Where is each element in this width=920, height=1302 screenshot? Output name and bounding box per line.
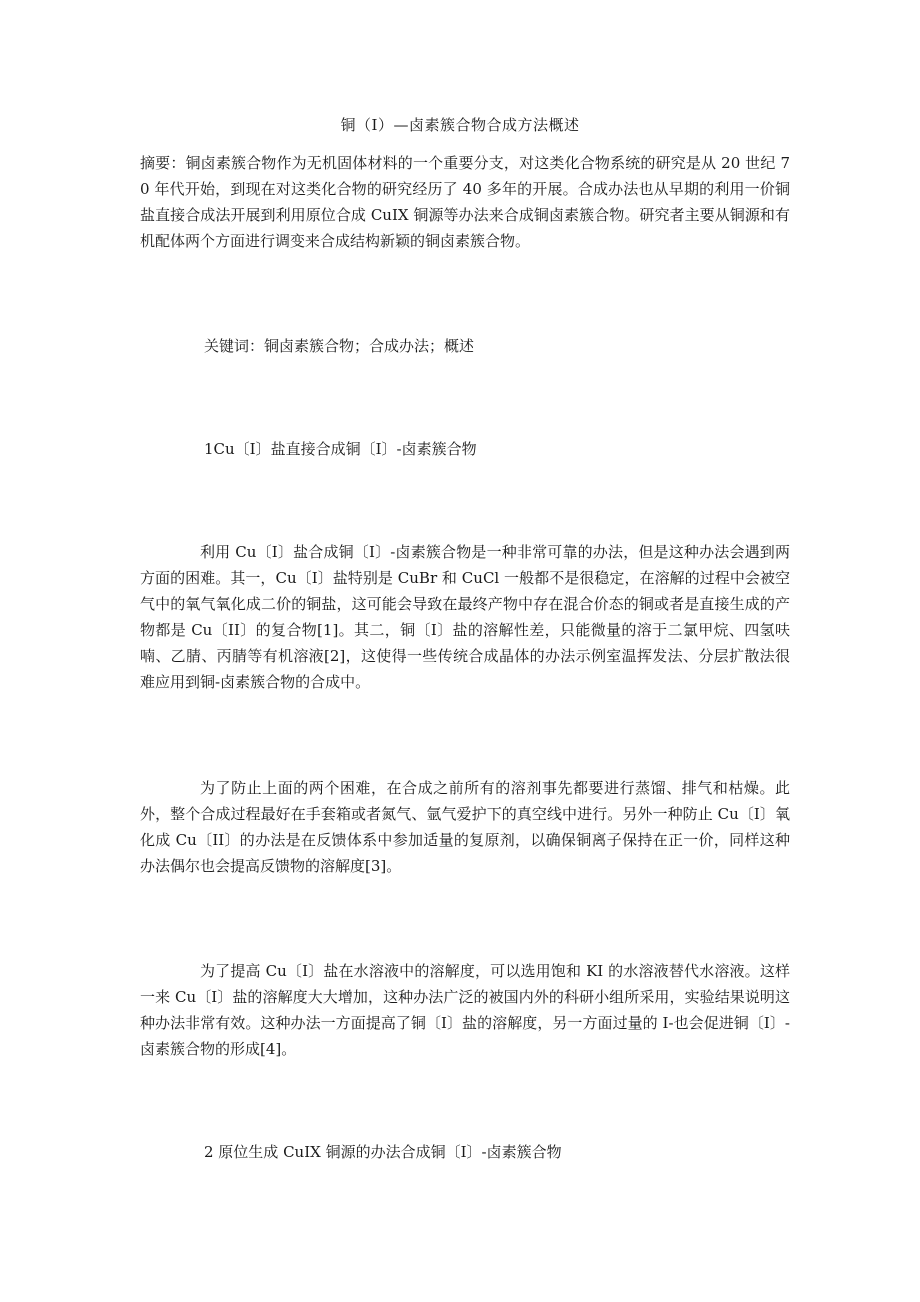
- body-paragraph-2: 为了防止上面的两个困难，在合成之前所有的溶剂事先都要进行蒸馏、排气和枯燥。此外，整个合成过程最好在手套箱或者氮气、氩气爱护下的真空线中进行。另外一种防止 Cu〔I〕氧化成 Cu〔II〕的办法是在反馈体系中参加适量的复原剂，以确保铜离子保持在正一价，同样这种办法偶尔也会提高反馈物的溶解度[3]。: [140, 779, 790, 875]
- body-paragraph-1: 利用 Cu〔I〕盐合成铜〔I〕-卤素簇合物是一种非常可靠的办法，但是这种办法会遇到两方面的困难。其一，Cu〔I〕盐特别是 CuBr 和 CuCl 一般都不是很稳定，在溶解的过程中会被空气中的氧气氧化成二价的铜盐，这可能会导致在最终产物中存在混合价态的铜或者是直接生成的产物都是 Cu〔II〕的复合物[1]。其二，铜〔I〕盐的溶解性差，只能微量的溶于二氯甲烷、四氢呋喃、乙腈、丙腈等有机溶液[2]，这使得一些传统合成晶体的办法示例室温挥发法、分层扩散法很难应用到铜-卤素簇合物的合成中。: [140, 543, 790, 691]
- section-1-heading: 1Cu〔I〕盐直接合成铜〔I〕-卤素簇合物: [204, 440, 477, 458]
- section-2-heading: 2 原位生成 CuIX 铜源的办法合成铜〔I〕-卤素簇合物: [204, 1143, 562, 1161]
- document-title: 铜（I）—卤素簇合物合成方法概述: [340, 116, 580, 134]
- keywords-line: 关键词：铜卤素簇合物；合成办法；概述: [204, 337, 475, 355]
- body-paragraph-3: 为了提高 Cu〔I〕盐在水溶液中的溶解度，可以选用饱和 KI 的水溶液替代水溶液。这样一来 Cu〔I〕盐的溶解度大大增加，这种办法广泛的被国内外的科研小组所采用，实验结果说明这种办法非常有效。这种办法一方面提高了铜〔I〕盐的溶解度，另一方面过量的 I-也会促进铜〔I〕-卤素簇合物的形成[4]。: [140, 962, 790, 1058]
- abstract-paragraph: 摘要：铜卤素簇合物作为无机固体材料的一个重要分支，对这类化合物系统的研究是从 20 世纪 70 年代开始，到现在对这类化合物的研究经历了 40 多年的开展。合成办法也从早期的利用一价铜盐直接合成法开展到利用原位合成 CuIX 铜源等办法来合成铜卤素簇合物。研究者主要从铜源和有机配体两个方面进行调变来合成结构新颖的铜卤素簇合物。: [140, 154, 790, 250]
